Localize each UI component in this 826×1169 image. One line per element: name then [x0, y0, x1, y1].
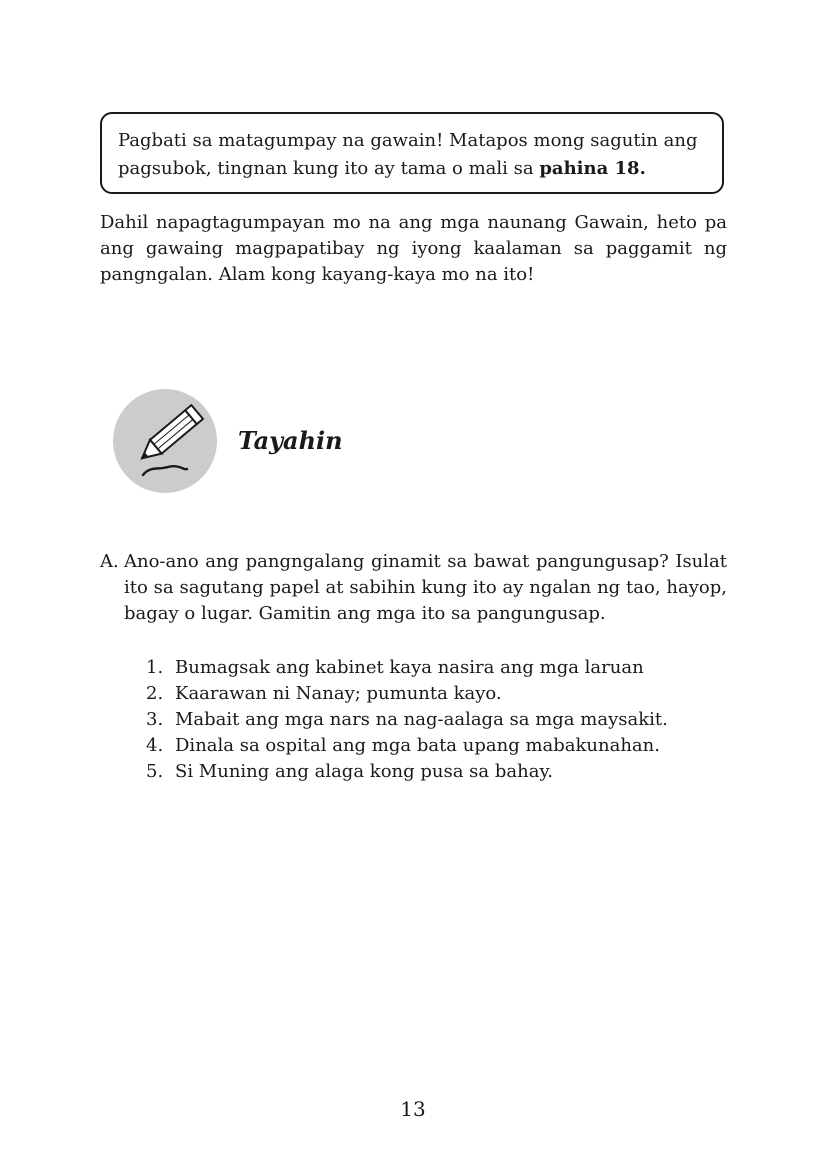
- list-item: [146, 681, 668, 707]
- list-item: [146, 707, 668, 733]
- list-item: [146, 733, 668, 759]
- pencil-icon: [113, 389, 217, 493]
- item-text: Bumagsak ang kabinet kaya nasira ang mga laruan: [175, 657, 644, 678]
- item-number: 2.: [146, 683, 164, 704]
- item-number: 3.: [146, 709, 164, 730]
- list-item: [146, 759, 668, 785]
- item-text: Kaarawan ni Nanay; pumunta kayo.: [175, 683, 502, 704]
- notice-box: [100, 112, 724, 194]
- question-text: Ano-ano ang pangngalang ginamit sa bawat pangungusap? Isulat ito sa sagutang papel at sabihin kung ito ay ngalan ng tao, hayop, bagay o lugar. Gamitin ang mga ito sa pangungusap.: [124, 551, 727, 624]
- question-letter: A.: [100, 551, 119, 572]
- page-number: 13: [400, 1097, 426, 1121]
- item-text: Dinala sa ospital ang mga bata upang mabakunahan.: [175, 735, 660, 756]
- item-text: Si Muning ang alaga kong pusa sa bahay.: [175, 761, 553, 782]
- item-text: Mabait ang mga nars na nag-aalaga sa mga maysakit.: [175, 709, 668, 730]
- notice-text: Pagbati sa matagumpay na gawain! Matapos mong sagutin ang pagsubok, tingnan kung ito ay tama o mali sa: [118, 130, 698, 179]
- question-a: [100, 549, 727, 627]
- question-items-list: [146, 655, 668, 785]
- section-title: Tayahin: [238, 426, 343, 455]
- item-number: 4.: [146, 735, 164, 756]
- item-number: 1.: [146, 657, 164, 678]
- list-item: [146, 655, 668, 681]
- item-number: 5.: [146, 761, 164, 782]
- intro-paragraph: Dahil napagtagumpayan mo na ang mga naunang Gawain, heto pa ang gawaing magpapatibay ng iyong kaalaman sa paggamit ng pangngalan. Alam kong kayang-kaya mo na ito!: [100, 212, 727, 285]
- notice-page-ref: pahina 18.: [539, 158, 646, 179]
